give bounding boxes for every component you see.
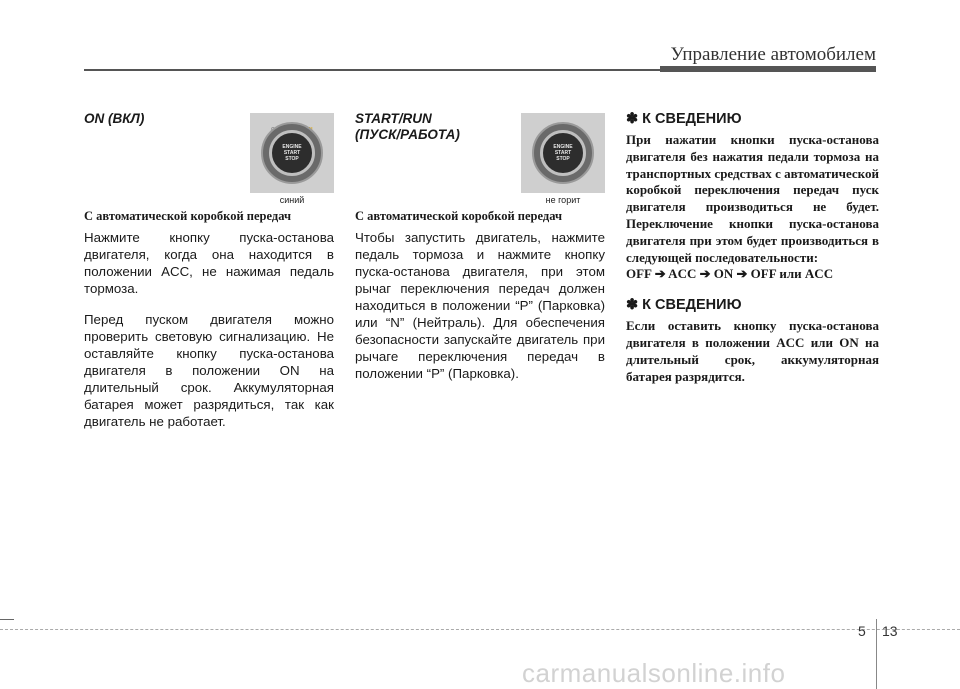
crop-mark	[0, 619, 14, 620]
note-body: При нажатии кнопки пуска-останова двигателя без нажатия педали тормоза на транспортных средствах с автоматической коробкой переключения передач пуск двигателя производиться не будет. Переключение кнопки пуска-останова двигателя при этом будет производиться в следующей последовательности:	[626, 132, 879, 265]
note-body: Если оставить кнопку пуска-останова двигателя в положении ACC или ON на длительный срок, аккумуляторная батарея разрядится.	[626, 318, 879, 384]
button-text: ENGINE START STOP	[553, 144, 573, 162]
note-title: ✽ К СВЕДЕНИЮ	[626, 297, 742, 314]
watermark: carmanualsonline.info	[522, 658, 786, 688]
button-outer-ring	[532, 122, 594, 184]
note-sequence: OFF ➔ ACC ➔ ON ➔ OFF или ACC	[626, 266, 834, 282]
mode-title-on: ON (ВКЛ)	[84, 111, 145, 126]
column-on	[84, 111, 334, 444]
paragraph: Перед пуском двигателя можно проверить световую сигнализацию. Не оставляйте кнопку пуска-останова двигателя в положении ON на длительный срок. Аккумуляторная батарея может разрядиться, так как двигатель не работает.	[84, 312, 334, 429]
subtitle-auto-transmission: С автоматической коробкой передач	[355, 209, 563, 223]
column-notes	[626, 111, 879, 399]
page-number: 13	[882, 623, 898, 639]
mode-row-on	[84, 111, 334, 209]
header-rule	[84, 69, 660, 71]
footer-dashed-rule	[0, 629, 960, 630]
engine-button-figure-start	[521, 113, 605, 193]
button-inner-ring	[269, 130, 315, 176]
paragraph: Чтобы запустить двигатель, нажмите педаль тормоза и нажмите кнопку пуска-останова двигателя, при этом рычаг переключения передач должен находиться в положении “P” (Парковка) или “N” (Нейтраль). Для обеспечения безопасности запускайте двигатель при рычаге переключения передач в положении “P” (Парковка).	[355, 230, 605, 381]
button-text: ENGINE START STOP	[282, 144, 302, 162]
subtitle-auto-transmission: С автоматической коробкой передач	[84, 209, 292, 223]
chapter-number: 5	[858, 623, 866, 639]
engine-button-figure-on	[250, 113, 334, 193]
paragraph: Нажмите кнопку пуска-останова двигателя, когда она находится в положении ACC, не нажимая педаль тормоза.	[84, 230, 334, 296]
figure-caption-start: не горит	[545, 195, 581, 205]
mode-title-start-run: START/RUN (ПУСК/РАБОТА)	[355, 111, 460, 142]
header-bar	[660, 66, 876, 72]
figure-caption-on: синий	[279, 195, 305, 205]
section-title: Управление автомобилем	[670, 44, 876, 65]
note-title: ✽ К СВЕДЕНИЮ	[626, 111, 742, 127]
button-inner-ring	[540, 130, 586, 176]
page-number-divider	[876, 619, 877, 689]
mode-row-start-run	[355, 111, 605, 209]
column-start-run	[355, 111, 605, 396]
button-outer-ring	[261, 122, 323, 184]
